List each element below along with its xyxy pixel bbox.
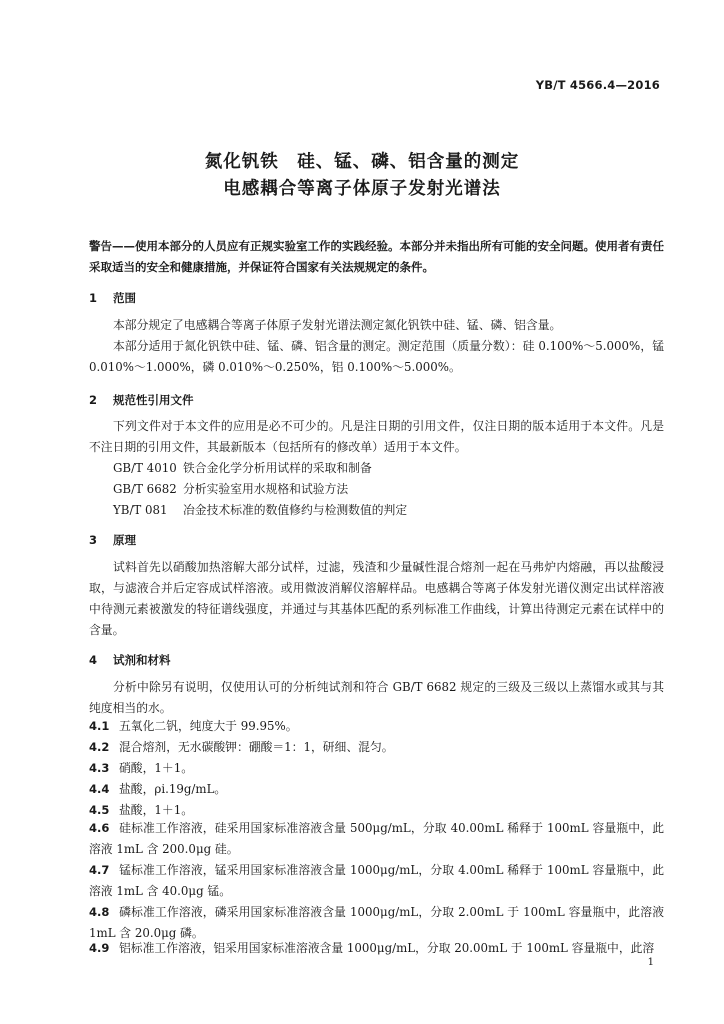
item-text: 盐酸，ρi.19g/mL。	[119, 782, 227, 796]
reference-title: 铁合金化学分析用试样的采取和制备	[183, 461, 372, 475]
reagents-intro-paragraph: 分析中除另有说明，仅使用认可的分析纯试剂和符合 GB/T 6682 规定的三级及三级以上蒸馏水或其与其纯度相当的水。	[89, 680, 664, 715]
section-heading-normative-references	[89, 392, 194, 408]
section-title: 原理	[113, 533, 136, 547]
page-number: 1	[647, 957, 654, 968]
reagent-item	[89, 738, 664, 755]
document-title-line-2: 电感耦合等离子体原子发射光谱法	[223, 179, 501, 199]
reagent-item	[89, 902, 664, 944]
item-number: 4.4	[89, 782, 110, 796]
document-title-line-1: 氮化钒铁 硅、锰、磷、铝含量的测定	[204, 152, 520, 172]
section-title: 范围	[113, 291, 136, 305]
reference-item	[113, 459, 688, 476]
reference-code: YB/T 081	[113, 503, 168, 517]
item-text: 硝酸，1＋1。	[119, 761, 193, 775]
reagent-item	[89, 759, 664, 776]
item-text: 磷标准工作溶液，磷采用国家标准溶液含量 1000μg/mL，分取 2.00mL 于 100mL 容量瓶中，此溶液 1mL 含 20.0μg 磷。	[89, 905, 664, 940]
reagent-item	[89, 860, 664, 902]
item-number: 4.5	[89, 803, 110, 817]
section-number: 2	[89, 393, 98, 407]
item-text: 硅标准工作溶液，硅采用国家标准溶液含量 500μg/mL，分取 40.00mL 稀释于 100mL 容量瓶中，此溶液 1mL 含 200.0μg 硅。	[89, 821, 664, 856]
item-number: 4.1	[89, 719, 110, 733]
item-number: 4.9	[89, 941, 110, 955]
section-number: 4	[89, 653, 98, 667]
scope-paragraph-2: 本部分适用于氮化钒铁中硅、锰、磷、铝含量的测定。测定范围（质量分数）：硅 0.100%～5.000%，锰 0.010%～1.000%，磷 0.010%～0.250%，铝 0.100%～5.000%。	[89, 339, 664, 374]
references-paragraph: 下列文件对于本文件的应用是必不可少的。凡是注日期的引用文件，仅注日期的版本适用于本文件。凡是不注日期的引用文件，其最新版本（包括所有的修改单）适用于本文件。	[89, 419, 664, 454]
reference-code: GB/T 6682	[113, 482, 177, 496]
section-heading-principle	[89, 532, 136, 548]
item-number: 4.6	[89, 821, 110, 835]
section-number: 3	[89, 533, 98, 547]
reagent-item	[89, 939, 664, 956]
warning-paragraph: 警告——使用本部分的人员应有正规实验室工作的实践经验。本部分并未指出所有可能的安全问题。使用者有责任采取适当的安全和健康措施，并保证符合国家有关法规规定的条件。	[89, 239, 664, 274]
reagent-item	[89, 801, 664, 818]
item-number: 4.7	[89, 863, 110, 877]
item-number: 4.3	[89, 761, 110, 775]
section-title: 规范性引用文件	[113, 393, 194, 407]
item-number: 4.8	[89, 905, 110, 919]
reference-title: 冶金技术标准的数值修约与检测数值的判定	[183, 503, 408, 517]
reagent-item	[89, 717, 664, 734]
scope-paragraph-1: 本部分规定了电感耦合等离子体原子发射光谱法测定氮化钒铁中硅、锰、磷、铝含量。	[113, 318, 562, 332]
item-text: 五氧化二钒，纯度大于 99.95%。	[119, 719, 298, 733]
section-title: 试剂和材料	[113, 653, 171, 667]
item-text: 锰标准工作溶液，锰采用国家标准溶液含量 1000μg/mL，分取 4.00mL 稀释于 100mL 容量瓶中，此溶液 1mL 含 40.0μg 锰。	[89, 863, 664, 898]
section-heading-reagents	[89, 652, 171, 668]
reference-item	[113, 480, 688, 497]
item-text: 混合熔剂，无水碳酸钾：硼酸＝1：1，研细、混匀。	[119, 740, 394, 754]
reference-title: 分析实验室用水规格和试验方法	[183, 482, 349, 496]
reagent-item	[89, 818, 664, 860]
reagent-item	[89, 780, 664, 797]
principle-paragraph: 试料首先以硝酸加热溶解大部分试样，过滤，残渣和少量碱性混合熔剂一起在马弗炉内熔融，再以盐酸浸取，与滤液合并后定容成试样溶液。或用微波消解仪溶解样品。电感耦合等离子体发射光谱仪测定出试样溶液中待测元素被激发的特征谱线强度，并通过与其基体匹配的系列标准工作曲线，计算出待测定元素在试样中的含量。	[89, 560, 664, 637]
item-text: 盐酸，1＋1。	[119, 803, 193, 817]
section-heading-scope	[89, 290, 136, 306]
reference-item	[113, 501, 688, 518]
item-text: 铝标准工作溶液，铝采用国家标准溶液含量 1000μg/mL，分取 20.00mL 于 100mL 容量瓶中，此溶	[119, 941, 655, 955]
section-number: 1	[89, 291, 98, 305]
standard-number: YB/T 4566.4—2016	[535, 78, 660, 92]
item-number: 4.2	[89, 740, 110, 754]
reference-code: GB/T 4010	[113, 461, 177, 475]
